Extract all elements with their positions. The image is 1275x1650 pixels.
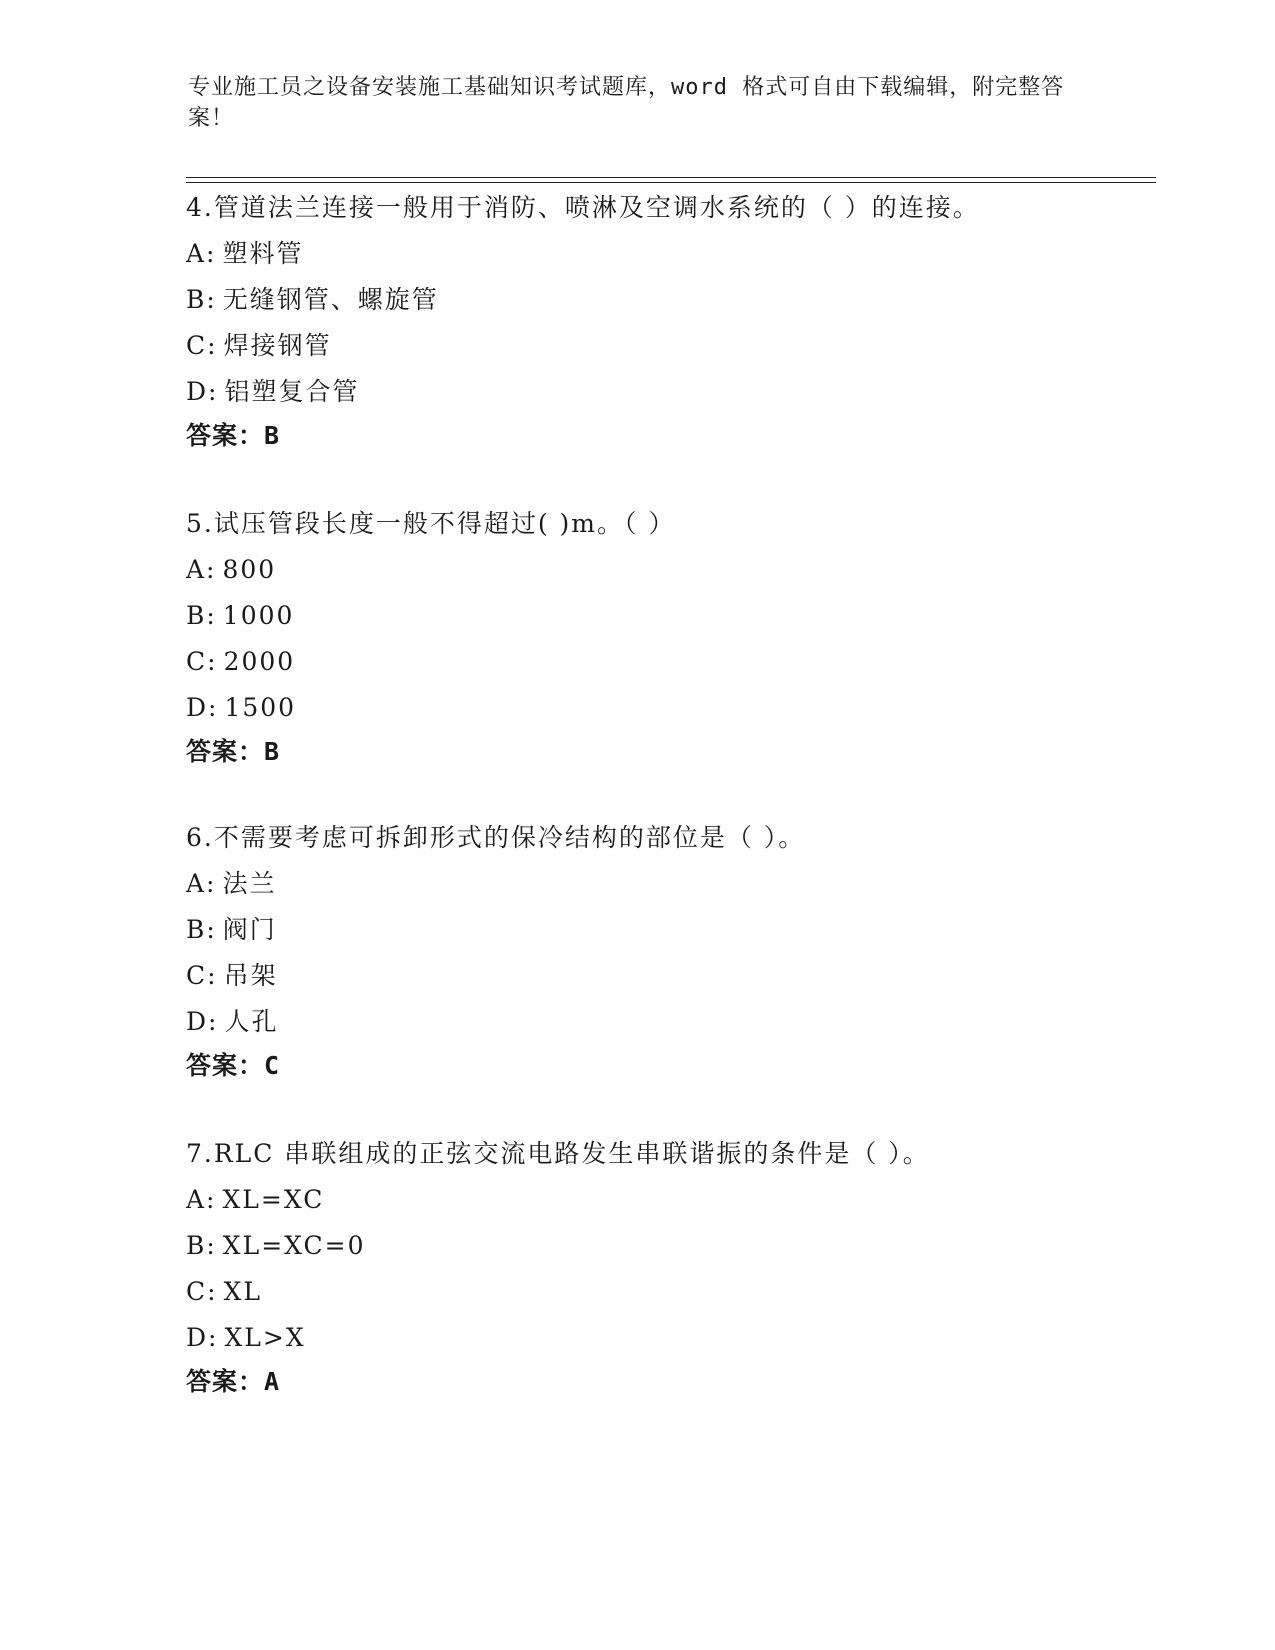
answer-line [186,736,1146,768]
option-c [186,1276,1146,1308]
document-header: 专业施工员之设备安装施工基础知识考试题库，word 格式可自由下载编辑，附完整答案！ [188,75,1065,131]
option-letter: B: [186,285,217,314]
option-text: 2000 [223,647,296,676]
question-stem: 5.试压管段长度一般不得超过( )m。（ ） [186,509,676,538]
option-letter: C: [186,961,218,990]
option-b [186,1230,1146,1262]
option-letter: C: [186,331,218,360]
option-letter: A: [186,1185,217,1214]
option-b [186,914,1146,946]
option-text: 法兰 [222,869,277,898]
option-d [186,376,1146,408]
option-d [186,692,1146,724]
option-text: XL=XC=0 [222,1231,366,1260]
option-text: XL [223,1277,262,1306]
answer-label: 答案： [186,1051,265,1080]
option-letter: B: [186,601,217,630]
option-text: XL=XC [222,1185,325,1214]
option-a [186,238,1146,270]
option-c [186,330,1146,362]
question-stem: 4.管道法兰连接一般用于消防、喷淋及空调水系统的（ ）的连接。 [186,193,980,222]
option-letter: A: [186,555,217,584]
option-letter: B: [186,1231,217,1260]
option-text: 1500 [224,693,297,722]
option-text: 铝塑复合管 [224,377,360,406]
question-block [186,508,1146,768]
option-c [186,646,1146,678]
option-text: 吊架 [223,961,278,990]
answer-value: A [264,1367,281,1396]
option-a [186,1184,1146,1216]
answer-label: 答案： [186,737,265,766]
option-text: 1000 [222,601,295,630]
option-a [186,554,1146,586]
answer-line [186,1366,1146,1398]
question-block [186,1138,1146,1398]
option-letter: D: [186,377,219,406]
option-d [186,1322,1146,1354]
answer-line [186,420,1146,452]
option-letter: C: [186,647,218,676]
question-block [186,822,1146,1082]
option-letter: D: [186,1323,219,1352]
option-letter: D: [186,1007,219,1036]
option-text: 800 [222,555,277,584]
option-letter: C: [186,1277,218,1306]
answer-value: B [264,737,281,766]
option-text: XL>X [224,1323,306,1352]
answer-value: C [264,1051,281,1080]
option-text: 阀门 [222,915,277,944]
answer-label: 答案： [186,421,265,450]
question-block [186,192,1146,452]
option-text: 塑料管 [222,239,304,268]
header-divider-bottom [186,182,1156,183]
option-d [186,1006,1146,1038]
option-b [186,284,1146,316]
answer-value: B [264,421,281,450]
option-b [186,600,1146,632]
option-letter: A: [186,239,217,268]
option-text: 无缝钢管、螺旋管 [222,285,439,314]
option-c [186,960,1146,992]
question-stem: 6.不需要考虑可拆卸形式的保冷结构的部位是（ ）。 [186,823,806,852]
answer-line [186,1050,1146,1082]
answer-label: 答案： [186,1367,265,1396]
header-divider-top [186,177,1156,178]
option-letter: B: [186,915,217,944]
option-letter: A: [186,869,217,898]
option-text: 人孔 [224,1007,279,1036]
option-text: 焊接钢管 [223,331,332,360]
option-letter: D: [186,693,219,722]
question-stem: 7.RLC 串联组成的正弦交流电路发生串联谐振的条件是（ ）。 [186,1139,930,1168]
option-a [186,868,1146,900]
